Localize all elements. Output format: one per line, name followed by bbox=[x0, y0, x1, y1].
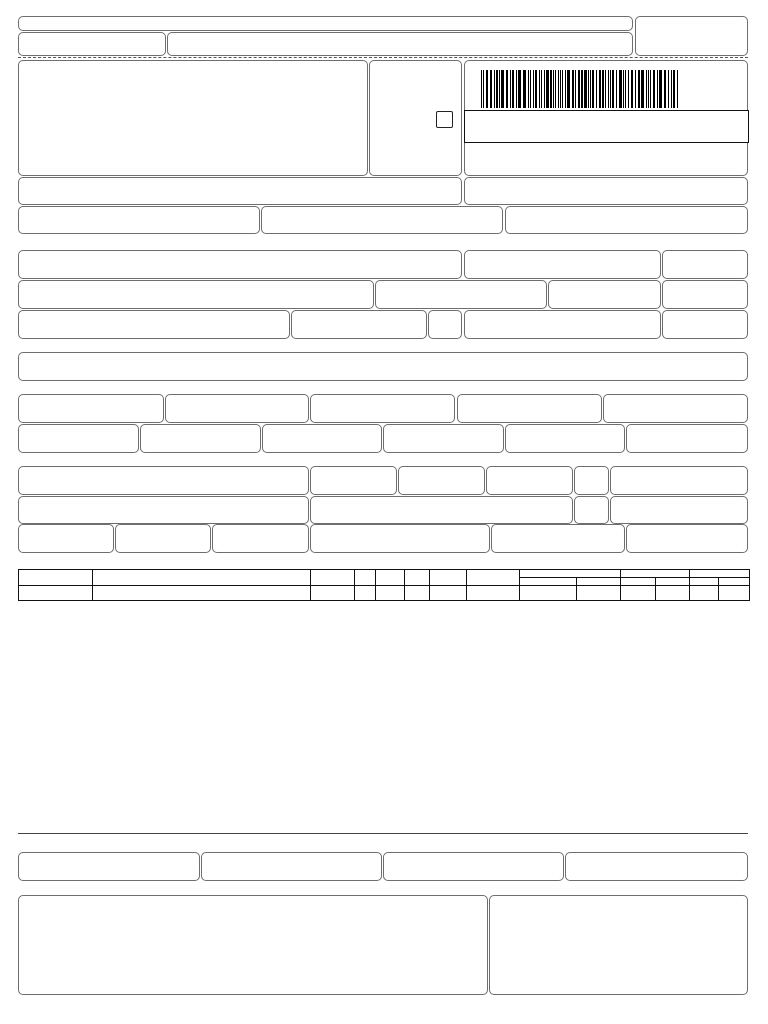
header-cell-quantity bbox=[430, 570, 467, 586]
barcode-bar bbox=[592, 70, 594, 108]
volume-numbering-field bbox=[310, 524, 490, 553]
barcode-bar bbox=[565, 70, 566, 108]
barcode-bar bbox=[558, 70, 559, 108]
volume-species-field bbox=[115, 524, 211, 553]
barcode-bar bbox=[483, 70, 484, 108]
ipi-value-field bbox=[505, 424, 625, 453]
icms-value-field bbox=[165, 394, 309, 423]
subheader-cell bbox=[621, 578, 656, 586]
barcode-bar bbox=[578, 70, 580, 108]
header-cell-description bbox=[93, 570, 311, 586]
barcode-bar bbox=[490, 70, 492, 108]
header-cell-group-2 bbox=[621, 570, 690, 578]
table-cell bbox=[577, 586, 621, 601]
table-cell bbox=[376, 586, 405, 601]
carrier-state-field bbox=[574, 496, 609, 524]
barcode-bar bbox=[584, 70, 587, 108]
freight-value-field bbox=[18, 424, 139, 453]
table-cell bbox=[719, 586, 750, 601]
receipt-number-field bbox=[635, 16, 748, 56]
state-registration-substitute-field bbox=[261, 206, 503, 234]
barcode-bar bbox=[539, 70, 540, 108]
barcode-bar bbox=[599, 70, 601, 108]
access-key-field bbox=[464, 110, 749, 143]
cnpj-field bbox=[505, 206, 748, 234]
cut-line bbox=[18, 57, 748, 58]
barcode-bar bbox=[575, 70, 576, 108]
barcode-bar bbox=[648, 70, 649, 108]
barcode-bar bbox=[590, 70, 591, 108]
recipient-cnpj-field bbox=[464, 250, 661, 279]
barcode-bar bbox=[523, 70, 526, 108]
municipal-registration-field bbox=[18, 852, 200, 881]
barcode-bar bbox=[512, 70, 514, 108]
authorization-protocol-field bbox=[464, 177, 748, 205]
recipient-phone-field bbox=[291, 310, 427, 339]
barcode-bar bbox=[560, 70, 561, 108]
barcode-bar bbox=[605, 70, 606, 108]
subheader-cell bbox=[690, 578, 719, 586]
volume-quantity-field bbox=[18, 524, 114, 553]
table-cell bbox=[690, 586, 719, 601]
barcode-bar bbox=[616, 70, 617, 108]
state-registration-field bbox=[18, 206, 260, 234]
barcode-bar bbox=[533, 70, 534, 108]
barcode-icon bbox=[480, 70, 681, 108]
recipient-zip-field bbox=[548, 280, 661, 309]
section-divider bbox=[18, 833, 748, 834]
icms-st-base-field bbox=[310, 394, 455, 423]
header-cell-unit bbox=[405, 570, 430, 586]
recipient-city-field bbox=[18, 310, 290, 339]
barcode-bar bbox=[602, 70, 604, 108]
table-cell bbox=[467, 586, 520, 601]
receipt-date-field bbox=[18, 32, 166, 56]
barcode-bar bbox=[530, 70, 531, 108]
recipient-name-field bbox=[18, 250, 462, 279]
barcode-bar bbox=[518, 70, 521, 108]
barcode-bar bbox=[535, 70, 537, 108]
barcode-bar bbox=[567, 70, 570, 108]
carrier-address-field bbox=[18, 496, 309, 524]
barcode-bar bbox=[659, 70, 662, 108]
barcode-bar bbox=[553, 70, 554, 108]
barcode-bar bbox=[610, 70, 611, 108]
subheader-cell bbox=[656, 578, 690, 586]
nature-of-operation-field bbox=[18, 177, 462, 205]
barcode-bar bbox=[631, 70, 633, 108]
carrier-name-field bbox=[18, 466, 309, 495]
receipt-signature-field bbox=[167, 32, 633, 56]
barcode-bar bbox=[499, 70, 500, 108]
header-cell-product-code bbox=[19, 570, 93, 586]
barcode-bar bbox=[544, 70, 545, 108]
barcode-bar bbox=[481, 70, 482, 108]
barcode-bar bbox=[596, 70, 597, 108]
barcode-bar bbox=[641, 70, 644, 108]
header-cell-unit-value bbox=[467, 570, 520, 586]
barcode-bar bbox=[677, 70, 678, 108]
table-cell bbox=[311, 586, 355, 601]
carrier-city-field bbox=[310, 496, 573, 524]
header-cell-cfop bbox=[376, 570, 405, 586]
issqn-value-field bbox=[565, 852, 748, 881]
barcode-bar bbox=[612, 70, 614, 108]
net-weight-field bbox=[626, 524, 748, 553]
issuer-identification-box bbox=[18, 60, 368, 176]
header-cell-group-1 bbox=[520, 570, 621, 578]
freight-type-field bbox=[310, 466, 397, 495]
barcode-bar bbox=[671, 70, 672, 108]
carrier-cnpj-field bbox=[610, 466, 748, 495]
table-cell bbox=[430, 586, 467, 601]
table-header-row bbox=[19, 570, 750, 578]
barcode-bar bbox=[638, 70, 640, 108]
table-cell bbox=[19, 586, 93, 601]
vehicle-plate-field bbox=[486, 466, 573, 495]
services-total-field bbox=[201, 852, 382, 881]
barcode-bar bbox=[541, 70, 542, 108]
barcode-bar bbox=[494, 70, 495, 108]
total-products-field bbox=[603, 394, 748, 423]
table-row bbox=[19, 586, 750, 601]
barcode-bar bbox=[546, 70, 549, 108]
receipt-stub-top-field bbox=[18, 16, 633, 31]
icms-base-field bbox=[18, 394, 164, 423]
subheader-cell bbox=[719, 578, 750, 586]
barcode-bar bbox=[501, 70, 504, 108]
subheader-cell bbox=[577, 578, 621, 586]
complementary-info-box bbox=[18, 895, 488, 995]
barcode-bar bbox=[646, 70, 647, 108]
barcode-bar bbox=[668, 70, 669, 108]
barcode-bar bbox=[673, 70, 675, 108]
table-cell bbox=[355, 586, 376, 601]
barcode-bar bbox=[581, 70, 583, 108]
gross-weight-field bbox=[491, 524, 625, 553]
other-expenses-field bbox=[383, 424, 504, 453]
barcode-bar bbox=[664, 70, 666, 108]
barcode-bar bbox=[653, 70, 655, 108]
table-cell bbox=[93, 586, 311, 601]
issqn-base-field bbox=[383, 852, 564, 881]
recipient-district-field bbox=[375, 280, 547, 309]
entry-exit-checkbox[interactable] bbox=[436, 111, 453, 128]
total-invoice-field bbox=[626, 424, 748, 453]
invoice-duplicates-field bbox=[18, 352, 748, 381]
table-cell bbox=[656, 586, 690, 601]
barcode-bar bbox=[510, 70, 511, 108]
barcode-bar bbox=[657, 70, 658, 108]
barcode-bar bbox=[635, 70, 636, 108]
barcode-bar bbox=[528, 70, 529, 108]
exit-date-field bbox=[662, 280, 748, 309]
icms-st-value-field bbox=[457, 394, 602, 423]
table-cell bbox=[520, 586, 577, 601]
discount-field bbox=[262, 424, 382, 453]
barcode-bar bbox=[572, 70, 574, 108]
barcode-bar bbox=[486, 70, 488, 108]
antt-code-field bbox=[398, 466, 485, 495]
insurance-value-field bbox=[140, 424, 261, 453]
product-items-table bbox=[18, 569, 750, 601]
vehicle-state-field bbox=[574, 466, 609, 495]
barcode-bar bbox=[650, 70, 651, 108]
volume-brand-field bbox=[212, 524, 309, 553]
barcode-bar bbox=[555, 70, 556, 108]
table-cell bbox=[621, 586, 656, 601]
table-cell bbox=[405, 586, 430, 601]
barcode-bar bbox=[496, 70, 498, 108]
barcode-bar bbox=[628, 70, 629, 108]
barcode-bar bbox=[588, 70, 589, 108]
subheader-cell bbox=[520, 578, 577, 586]
fiscal-reserved-box bbox=[489, 895, 748, 995]
recipient-address-field bbox=[18, 280, 374, 309]
exit-time-field bbox=[662, 310, 748, 339]
header-cell-group-3 bbox=[690, 570, 750, 578]
issue-date-field bbox=[662, 250, 748, 279]
carrier-ie-field bbox=[610, 496, 748, 524]
barcode-bar bbox=[506, 70, 508, 108]
barcode-bar bbox=[619, 70, 622, 108]
header-cell-ncm bbox=[311, 570, 355, 586]
header-cell-cst bbox=[355, 570, 376, 586]
barcode-bar bbox=[608, 70, 609, 108]
recipient-ie-field bbox=[464, 310, 661, 339]
barcode-bar bbox=[516, 70, 517, 108]
recipient-state-field bbox=[428, 310, 462, 339]
barcode-bar bbox=[562, 70, 563, 108]
barcode-bar bbox=[625, 70, 626, 108]
barcode-bar bbox=[623, 70, 624, 108]
barcode-bar bbox=[550, 70, 552, 108]
